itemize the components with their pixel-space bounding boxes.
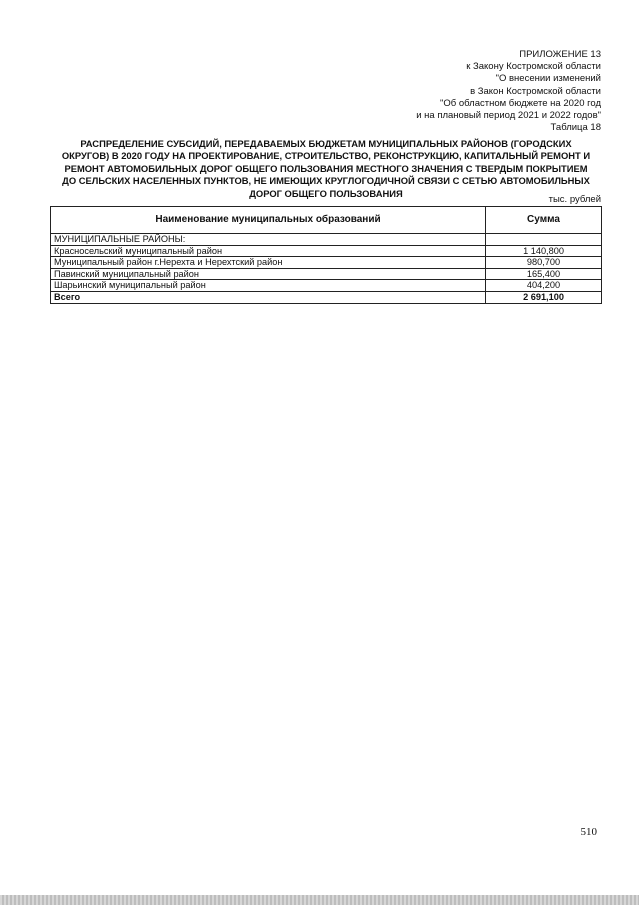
page-number: 510	[580, 826, 597, 838]
document-title-line: ДОРОГ ОБЩЕГО ПОЛЬЗОВАНИЯ	[249, 187, 403, 199]
appendix-header-line: к Закону Костромской области	[466, 61, 601, 73]
table-header-row	[51, 207, 602, 234]
total-label: Всего	[51, 291, 486, 303]
document-title-line: ДО СЕЛЬСКИХ НАСЕЛЕННЫХ ПУНКТОВ, НЕ ИМЕЮЩИХ КРУГЛОГОДИЧНОЙ СВЯЗИ С СЕТЬЮ АВТОМОБИЛЬНЫХ	[62, 175, 590, 187]
scan-edge-strip	[0, 895, 639, 905]
table-number: Таблица 18	[550, 122, 601, 134]
district-sum: 165,400	[486, 268, 602, 280]
appendix-header-line: ПРИЛОЖЕНИЕ 13	[519, 49, 601, 60]
table-row	[51, 257, 602, 269]
document-title-line: ОКРУГОВ) В 2020 ГОДУ НА ПРОЕКТИРОВАНИЕ, СТРОИТЕЛЬСТВО, РЕКОНСТРУКЦИЮ, КАПИТАЛЬНЫЙ РЕМОНТ И	[61, 150, 591, 162]
appendix-header	[271, 49, 601, 134]
section-label: МУНИЦИПАЛЬНЫЕ РАЙОНЫ:	[51, 234, 486, 246]
district-name: Муниципальный район г.Нерехта и Нерехтский район	[51, 257, 486, 269]
column-header-sum: Сумма	[486, 207, 602, 234]
district-name: Шарьинский муниципальный район	[51, 280, 486, 292]
table-row	[51, 268, 602, 280]
district-name: Красносельский муниципальный район	[51, 245, 486, 257]
total-sum: 2 691,100	[486, 291, 602, 303]
appendix-header-line: и на плановый период 2021 и 2022 годов"	[416, 110, 601, 122]
document-title	[46, 138, 606, 200]
appendix-header-line: в Закон Костромской области	[470, 85, 601, 97]
table-row	[51, 280, 602, 292]
units-label: тыс. рублей	[548, 194, 601, 205]
district-name: Павинский муниципальный район	[51, 268, 486, 280]
section-row	[51, 234, 602, 246]
subsidy-table	[50, 206, 602, 304]
district-sum: 404,200	[486, 280, 602, 292]
appendix-header-line: "Об областном бюджете на 2020 год	[440, 97, 601, 109]
document-title-line: РЕМОНТ АВТОМОБИЛЬНЫХ ДОРОГ ОБЩЕГО ПОЛЬЗОВАНИЯ МЕСТНОГО ЗНАЧЕНИЯ С ТВЕРДЫМ ПОКРЫТИЕМ	[64, 162, 588, 174]
total-row	[51, 291, 602, 303]
district-sum: 980,700	[486, 257, 602, 269]
table-row	[51, 245, 602, 257]
appendix-header-line: "О внесении изменений	[495, 73, 601, 85]
column-header-name: Наименование муниципальных образований	[51, 207, 486, 234]
district-sum: 1 140,800	[486, 245, 602, 257]
document-title-line: РАСПРЕДЕЛЕНИЕ СУБСИДИЙ, ПЕРЕДАВАЕМЫХ БЮДЖЕТАМ МУНИЦИПАЛЬНЫХ РАЙОНОВ (ГОРОДСКИХ	[80, 138, 572, 149]
section-sum-cell	[486, 234, 602, 246]
